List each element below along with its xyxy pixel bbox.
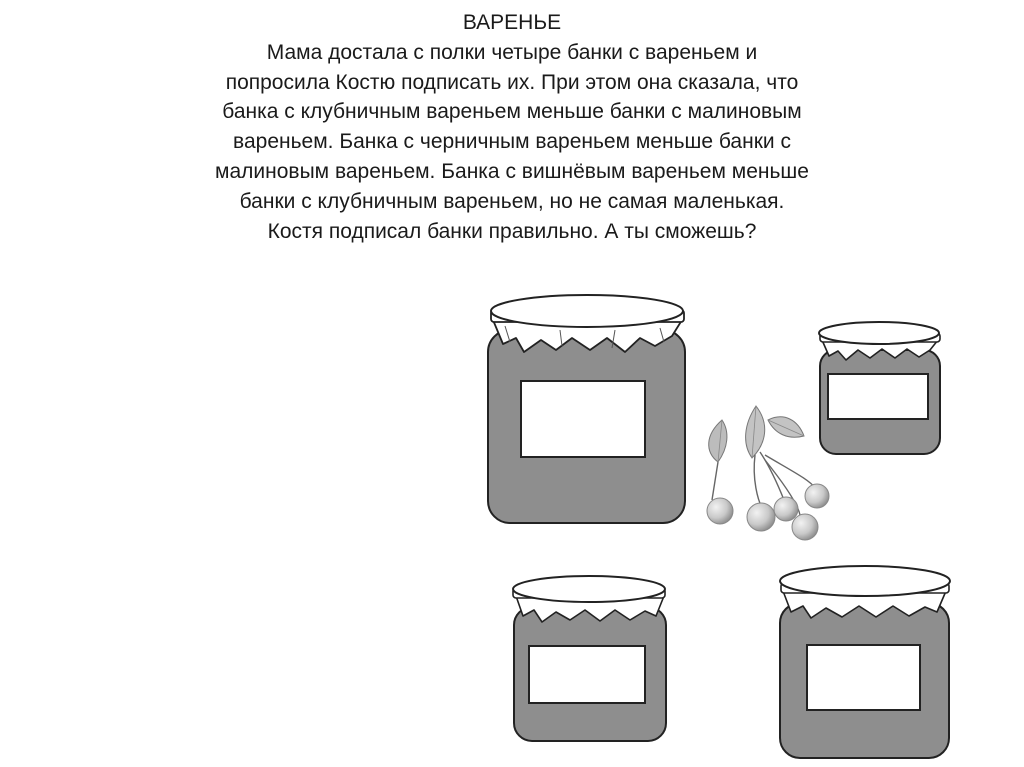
jar-icon: [488, 295, 685, 523]
puzzle-line-5: малиновым вареньем. Банка с вишнёвым вареньем меньше: [215, 159, 809, 183]
puzzle-line-3: банка с клубничным вареньем меньше банки с малиновым: [222, 100, 802, 124]
jar-icon: [819, 322, 940, 454]
puzzle-title: ВАРЕНЬЕ: [462, 11, 562, 34]
puzzle-line-1: Мама достала с полки четыре банки с вареньем и: [266, 40, 758, 64]
jar-icon: [513, 576, 666, 741]
puzzle-line-7: Костя подписал банки правильно. А ты сможешь?: [267, 219, 757, 243]
puzzle-line-6: банки с клубничным вареньем, но не самая маленькая.: [239, 189, 785, 213]
jar-icon: [780, 566, 950, 758]
cherry-branch-icon: [707, 406, 829, 540]
puzzle-line-2: попросила Костю подписать их. При этом она сказала, что: [225, 70, 799, 94]
puzzle-line-4: вареньем. Банка с черничным вареньем меньше банки с: [233, 130, 791, 154]
